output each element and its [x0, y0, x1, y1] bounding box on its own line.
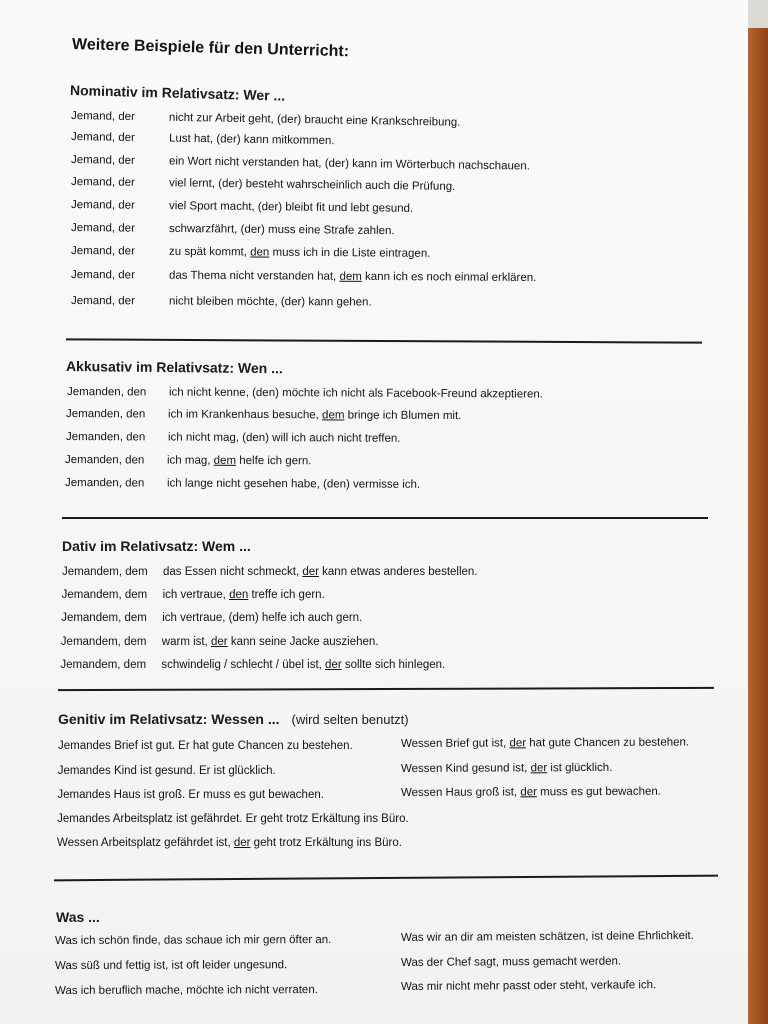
sentence-row — [58, 740, 353, 752]
sentence-lead: Jemand, der — [70, 176, 136, 189]
sentence-text: ich im Krankenhaus besuche, — [168, 408, 323, 422]
underlined-pronoun: der — [520, 786, 537, 799]
sentence-row — [55, 984, 318, 997]
sentence-lead: Jemanden, den — [65, 454, 145, 467]
sentence-text: das Thema nicht verstanden hat, — [168, 269, 340, 283]
underlined-pronoun: dem — [322, 409, 345, 422]
sentence-lead: Jemand, der — [70, 154, 136, 167]
sentence-row — [401, 930, 694, 944]
sentence-row — [71, 269, 536, 284]
sentence-text: ich mag, — [167, 454, 214, 467]
nominativ-heading: Nominativ im Relativsatz: Wer ... — [69, 82, 286, 104]
sentence-text: ich nicht mag, (den) will ich auch nicht treffen. — [167, 431, 401, 445]
sentence-row — [55, 959, 287, 972]
sentence-row — [66, 431, 401, 445]
sentence-text: helfe ich gern. — [236, 454, 312, 468]
sentence-text: nicht bleiben möchte, (der) kann gehen. — [168, 295, 372, 309]
sentence-row — [401, 979, 656, 993]
sentence-text: Wessen Arbeitsplatz gefährdet ist, — [57, 837, 234, 849]
sentence-text: kann ich es noch einmal erklären. — [361, 270, 537, 285]
sentence-lead: Jemand, der — [70, 199, 136, 212]
dativ-heading: Dativ im Relativsatz: Wem ... — [62, 538, 251, 554]
sentence-row — [71, 110, 461, 129]
sentence-text: kann seine Jacke ausziehen. — [227, 636, 379, 648]
sentence-text: warm ist, — [161, 636, 211, 648]
sentence-lead: Jemand, der — [70, 269, 135, 282]
sentence-text: ein Wort nicht verstanden hat, (der) kann im Wörterbuch nachschauen. — [168, 155, 530, 173]
sentence-row — [55, 934, 331, 947]
underlined-pronoun: der — [302, 566, 319, 578]
sentence-lead: Jemandem, dem — [61, 612, 147, 624]
sentence-row — [65, 477, 420, 491]
was-heading: Was ... — [56, 909, 100, 925]
underlined-pronoun: den — [229, 589, 249, 601]
sentence-row — [401, 762, 612, 775]
sentence-text: treffe ich gern. — [248, 589, 325, 601]
genitiv-sentence: Jemandes Arbeitsplatz ist gefährdet. Er geht trotz Erkältung ins Büro. — [57, 813, 409, 825]
sentence-text: kann etwas anderes bestellen. — [318, 566, 478, 578]
sentence-row — [401, 736, 689, 750]
akkusativ-heading: Akkusativ im Relativsatz: Wen ... — [65, 358, 283, 377]
sentence-row — [71, 222, 395, 237]
sentence-row — [65, 454, 312, 467]
was-sentence: Was ich schön finde, das schaue ich mir gern öfter an. — [54, 934, 332, 947]
was-sentence: Was mir nicht mehr passt oder steht, verkaufe ich. — [400, 979, 657, 993]
genitiv-sentence: Jemandes Brief ist gut. Er hat gute Chancen zu bestehen. — [58, 740, 353, 752]
sentence-row — [58, 765, 276, 777]
divider — [58, 687, 714, 691]
divider — [66, 338, 702, 343]
sentence-row — [57, 813, 409, 825]
sentence-text: muss es gut bewachen. — [536, 785, 661, 799]
sentence-text: Lust hat, (der) kann mitkommen. — [168, 132, 335, 148]
sentence-text: nicht zur Arbeit geht, (der) braucht eine Krankschreibung. — [168, 111, 461, 129]
sentence-row — [57, 837, 402, 849]
sentence-row — [61, 636, 379, 648]
sentence-row — [71, 176, 455, 193]
sentence-text: viel lernt, (der) besteht wahrscheinlich auch die Prüfung. — [168, 177, 456, 193]
genitiv-heading — [58, 711, 409, 727]
was-sentence: Was der Chef sagt, muss gemacht werden. — [400, 955, 622, 969]
sentence-text: Wessen Haus groß ist, — [400, 786, 521, 799]
underlined-pronoun: der — [211, 636, 228, 648]
was-sentence: Was wir an dir am meisten schätzen, ist deine Ehrlichkeit. — [400, 929, 694, 944]
sentence-text: ich nicht kenne, (den) möchte ich nicht als Facebook-Freund akzeptieren. — [168, 386, 543, 401]
sentence-row — [71, 131, 335, 147]
sentence-lead: Jemanden, den — [66, 386, 147, 399]
sentence-text: das Essen nicht schmeckt, — [163, 566, 303, 578]
genitiv-sentence: Jemandes Kind ist gesund. Er ist glücklich. — [57, 765, 276, 777]
sentence-text: ist glücklich. — [547, 761, 613, 775]
genitiv-note: (wird selten benutzt) — [291, 712, 409, 727]
sentence-text: sollte sich hinlegen. — [341, 659, 446, 671]
sentence-text: ich lange nicht gesehen habe, (den) vermisse ich. — [166, 477, 420, 491]
was-sentence: Was ich beruflich mache, möchte ich nicht verraten. — [54, 984, 318, 997]
sentence-lead: Jemand, der — [70, 295, 135, 308]
sentence-text: geht trotz Erkältung ins Büro. — [250, 837, 402, 849]
sentence-row — [401, 786, 661, 799]
sentence-row — [71, 245, 431, 260]
sentence-text: Wessen Brief gut ist, — [400, 737, 510, 750]
underlined-pronoun: dem — [339, 270, 362, 283]
sentence-text: schwindelig / schlecht / übel ist, — [161, 659, 326, 671]
sentence-text: viel Sport macht, (der) bleibt fit und lebt gesund. — [168, 200, 414, 215]
genitiv-heading-text: Genitiv im Relativsatz: Wessen ... — [58, 711, 280, 727]
sentence-lead: Jemandem, dem — [62, 566, 148, 578]
was-sentence: Was süß und fettig ist, ist oft leider ungesund. — [54, 959, 288, 972]
sentence-text: schwarzfährt, (der) muss eine Strafe zahlen. — [168, 222, 395, 238]
sentence-lead: Jemand, der — [70, 222, 135, 235]
sentence-text: Wessen Kind gesund ist, — [400, 762, 531, 775]
sentence-row — [401, 955, 621, 969]
background-wood-edge — [746, 28, 768, 1024]
underlined-pronoun: den — [250, 246, 270, 259]
underlined-pronoun: der — [233, 837, 251, 849]
sentence-row — [60, 659, 445, 671]
sentence-text: ich vertraue, (dem) helfe ich auch gern. — [162, 612, 363, 624]
sentence-lead: Jemand, der — [70, 110, 136, 124]
divider — [62, 517, 708, 519]
sentence-lead: Jemandem, dem — [60, 636, 147, 648]
sentence-row — [67, 386, 543, 400]
sentence-row — [62, 589, 325, 601]
sentence-text: muss ich in die Liste eintragen. — [269, 246, 431, 260]
sentence-text: bringe ich Blumen mit. — [344, 409, 462, 423]
sentence-lead: Jemanden, den — [64, 477, 144, 490]
page-title: Weitere Beispiele für den Unterricht: — [71, 36, 350, 61]
sentence-lead: Jemandem, dem — [60, 659, 147, 671]
sentence-lead: Jemanden, den — [66, 408, 146, 421]
sentence-lead: Jemand, der — [70, 131, 136, 145]
divider — [54, 875, 718, 882]
sentence-row — [62, 566, 478, 578]
genitiv-sentence: Jemandes Haus ist groß. Er muss es gut bewachen. — [57, 789, 324, 801]
sentence-row — [61, 612, 362, 624]
sentence-row — [71, 295, 372, 308]
underlined-pronoun: dem — [213, 454, 237, 467]
sentence-lead: Jemandem, dem — [61, 589, 148, 601]
sentence-row — [71, 154, 530, 173]
underlined-pronoun: der — [530, 762, 548, 775]
sentence-lead: Jemand, der — [70, 245, 135, 258]
sentence-lead: Jemanden, den — [65, 431, 146, 444]
sentence-row — [66, 408, 461, 422]
sentence-text: hat gute Chancen zu bestehen. — [526, 736, 690, 750]
sentence-text: ich vertraue, — [162, 589, 230, 601]
sentence-row — [57, 789, 324, 801]
sentence-row — [71, 199, 413, 215]
sentence-text: zu spät kommt, — [168, 245, 251, 259]
underlined-pronoun: der — [509, 737, 527, 750]
underlined-pronoun: der — [325, 659, 342, 671]
